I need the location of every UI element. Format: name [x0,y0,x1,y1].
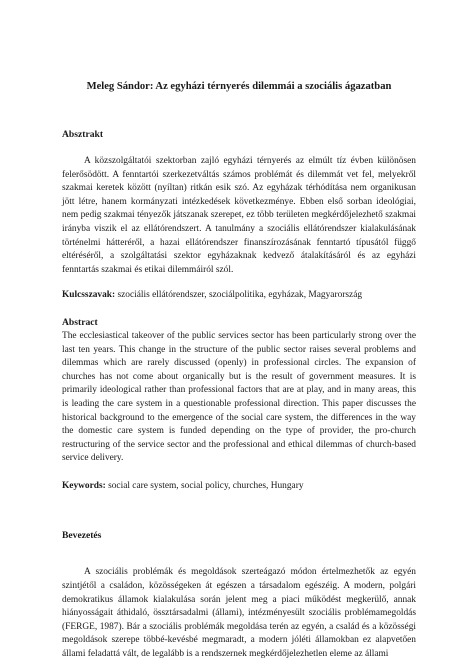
keywords-line [62,480,416,494]
abstract-heading: Abstract [62,316,98,328]
absztrakt-paragraph: A közszolgáltatói szektorban zajló egyházi térnyerés az elmúlt tíz évben különösen felerősödött. A fenntartói szerkezetváltás számos problémát és dilemmát vet fel, melyekről szakmai keretek között (nyíltan) ritkán esik szó. Az egyházak térhódítása nem organikusan jött létre, hanem kormányzati intézkedések következménye. Ebben első sorban ideológiai, nem pedig szakmai tényezők játszanak szerepet, ez több területen megkérdőjelezhető szakmai irányba viszik el az ellátórendszert. A tanulmány a szociális ellátórendszer kialakulásának történelmi hátteréről, a hazai ellátórendszer finanszírozásának fenntartó típusától függő eltéréséről, a szolgáltatási szektor egyházaknak kedvező átalakításáról és az egyházi fenntartás szakmai és etikai dilemmáiról szól. [62,156,416,275]
kulcsszavak-label: Kulcsszavak: [62,290,116,301]
kulcsszavak-value: szociális ellátórendszer, szociálpolitika, egyházak, Magyarország [115,290,363,301]
kulcsszavak-line [62,289,416,303]
bevezetes-heading: Bevezetés [62,530,102,542]
keywords-value: social care system, social policy, churches, Hungary [105,480,304,491]
paper-title: Meleg Sándor: Az egyházi térnyerés dilemmái a szociális ágazatban [86,81,392,92]
abstract-paragraph: The ecclesiastical takeover of the public services sector has been particularly strong over the last ten years. This change in the structure of the public sector raises several problems and dilemmas which are rarely discussed (openly) in professional circles. The expansion of churches has not come about organically but is the result of government measures. It is primarily ideological rather than professional factors that are at play, and in many areas, this is leading the care system in a questionable professional direction. This paper discusses the historical background to the emergence of the social care system, the differences in the way the domestic care system is funded depending on the type of provider, the pro-church restructuring of the service sector and the professional and ethical dilemmas of church-based service delivery. [62,330,416,464]
keywords-label: Keywords: [62,480,106,491]
bevezetes-paragraph: A szociális problémák és megoldások szerteágazó módon értelmezhetők az egyén szintjétől a családon, közösségeken át egészen a társadalom egészéig. A modern, polgári demokratikus államok kialakulása során jelent meg a piaci működést megkerülő, annak hiányosságait áthidaló, össztársadalmi (állami), intézményesült szociális problémamegoldás (FERGE, 1987). Bár a szociális problémák megoldása terén az egyén, a család és a közösségi megoldások szerepe többé-kevésbé megmaradt, a modern jóléti államokban ez alapvetően állami feladattá vált, de legalább is a rendszernek megkérdőjelezhetlen eleme az állami [62,567,416,660]
absztrakt-heading: Absztrakt [62,129,104,140]
